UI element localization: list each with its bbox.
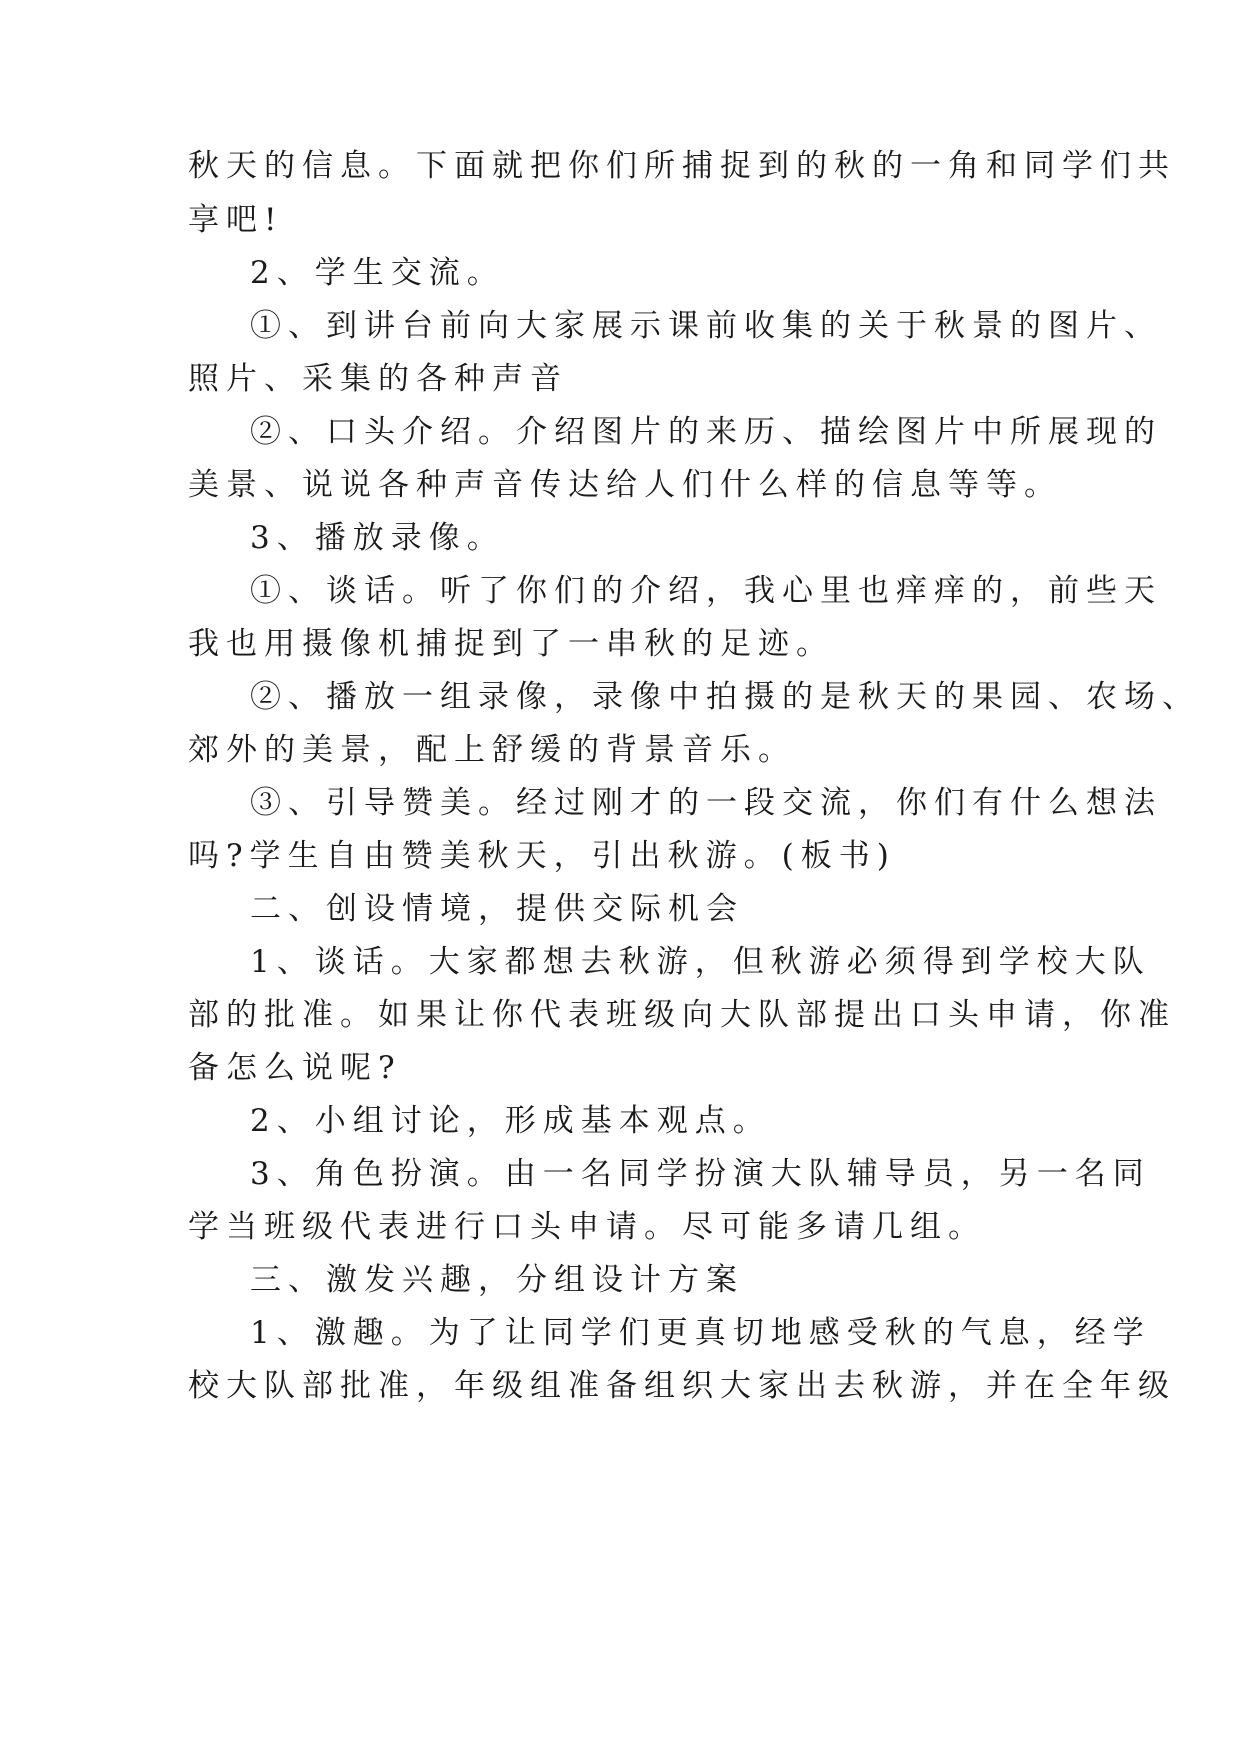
text-line: ①、谈话。听了你们的介绍，我心里也痒痒的，前些天: [250, 573, 1162, 609]
text-line: 3、播放录像。: [250, 520, 505, 556]
text-line: 照片、采集的各种声音: [188, 361, 568, 397]
text-line: 学当班级代表进行口头申请。尽可能多请几组。: [188, 1209, 986, 1245]
text-line: 备怎么说呢?: [188, 1050, 402, 1086]
text-line: 郊外的美景，配上舒缓的背景音乐。: [188, 732, 796, 768]
text-line: 三、激发兴趣，分组设计方案: [250, 1262, 744, 1298]
text-line: ③、引导赞美。经过刚才的一段交流，你们有什么想法: [250, 785, 1162, 821]
text-line: 我也用摄像机捕捉到了一串秋的足迹。: [188, 626, 834, 662]
text-line: ①、到讲台前向大家展示课前收集的关于秋景的图片、: [250, 308, 1162, 344]
text-line: 3、角色扮演。由一名同学扮演大队辅导员，另一名同: [250, 1156, 1151, 1192]
text-line: 1、激趣。为了让同学们更真切地感受秋的气息，经学: [250, 1315, 1151, 1351]
text-line: 二、创设情境，提供交际机会: [250, 891, 744, 927]
text-line: 2、学生交流。: [250, 255, 505, 291]
text-line: 美景、说说各种声音传达给人们什么样的信息等等。: [188, 467, 1062, 503]
text-line: 吗?学生自由赞美秋天，引出秋游。(板书): [188, 838, 896, 874]
text-line: 享吧!: [188, 202, 284, 238]
text-line: 部的批准。如果让你代表班级向大队部提出口头申请，你准: [188, 997, 1176, 1033]
text-line: 校大队部批准，年级组准备组织大家出去秋游，并在全年级: [188, 1368, 1176, 1404]
text-line: ②、播放一组录像，录像中拍摄的是秋天的果园、农场、: [250, 679, 1200, 715]
text-line: ②、口头介绍。介绍图片的来历、描绘图片中所展现的: [250, 414, 1162, 450]
text-line: 秋天的信息。下面就把你们所捕捉到的秋的一角和同学们共: [188, 148, 1176, 184]
text-line: 2、小组讨论，形成基本观点。: [250, 1103, 771, 1139]
text-line: 1、谈话。大家都想去秋游，但秋游必须得到学校大队: [250, 944, 1151, 980]
